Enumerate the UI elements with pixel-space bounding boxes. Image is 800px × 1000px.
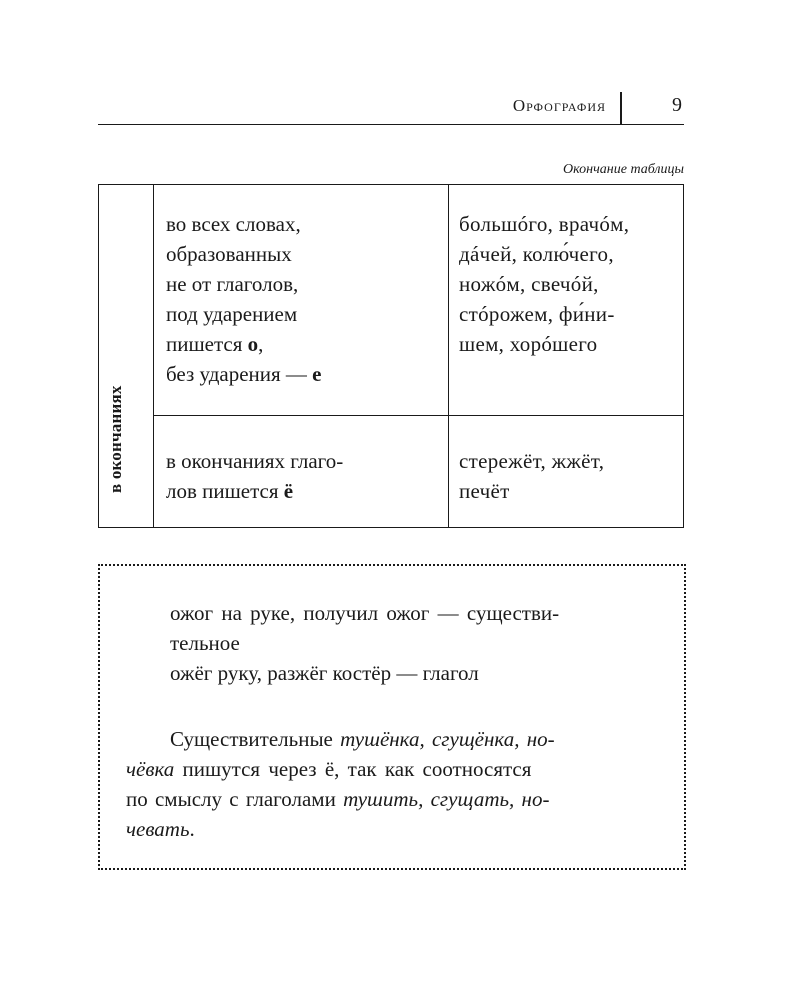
note-text: Существительные — [170, 727, 341, 751]
rule-text: лов пишется — [166, 479, 284, 503]
note-italic: тушёнка, сгущёнка, но- — [340, 727, 555, 751]
note-line — [126, 784, 549, 814]
note-italic: чевать — [126, 817, 190, 841]
rule-line: под ударением — [166, 302, 298, 326]
table-row — [99, 185, 684, 416]
section-title: Орфография — [512, 96, 606, 115]
side-header-cell — [99, 185, 154, 528]
letter-yo: ё — [283, 479, 294, 503]
rule-line — [166, 329, 440, 359]
rule-line — [166, 359, 440, 389]
note-box — [98, 564, 686, 870]
running-head — [98, 88, 684, 125]
rule-line: не от глаголов, — [166, 272, 299, 296]
rule-text: без ударения — — [166, 362, 313, 386]
example-line: большóго, врачóм, — [459, 212, 630, 236]
rule-cell — [154, 185, 449, 416]
rule-text: , — [258, 332, 264, 356]
example-line: дáчей, колю́чего, — [459, 242, 614, 266]
rule-line — [166, 476, 440, 506]
note-text: . — [189, 817, 195, 841]
note-line — [126, 814, 195, 844]
note-line: ожог на руке, получил ожог — существи- — [170, 601, 560, 625]
header-divider — [620, 92, 622, 124]
rule-line: во всех словах, — [166, 212, 301, 236]
page-number: 9 — [672, 94, 682, 116]
note-italic: чёвка — [126, 757, 175, 781]
rule-cell — [154, 416, 449, 528]
rule-line: в окончаниях глаго- — [166, 449, 344, 473]
table-row — [99, 416, 684, 528]
spelling-rules-table — [98, 184, 684, 528]
letter-e: е — [312, 362, 322, 386]
example-line: шем, хорóшего — [459, 332, 598, 356]
note-line: тельное — [170, 631, 240, 655]
rule-line: образованных — [166, 242, 292, 266]
note-text: пишутся через ё, так как соотносятся — [174, 757, 532, 781]
example-line: стережёт, жжёт, — [459, 449, 605, 473]
table-caption: Окончание таблицы — [563, 162, 684, 177]
note-line: ожёг руку, разжёг костёр — глагол — [170, 661, 479, 685]
note-text: по смыслу с глаголами — [126, 787, 344, 811]
example-line: печёт — [459, 479, 510, 503]
note-line — [126, 754, 531, 784]
rule-text: пишется — [166, 332, 248, 356]
letter-o: о — [247, 332, 259, 356]
example-line: стóрожем, фи́ни- — [459, 302, 615, 326]
note-italic: тушить, сгущать, но- — [343, 787, 550, 811]
example-line: ножóм, свечóй, — [459, 272, 599, 296]
example-cell — [449, 185, 684, 416]
side-label: в окончаниях — [106, 385, 125, 493]
note-line — [170, 724, 555, 754]
example-cell — [449, 416, 684, 528]
